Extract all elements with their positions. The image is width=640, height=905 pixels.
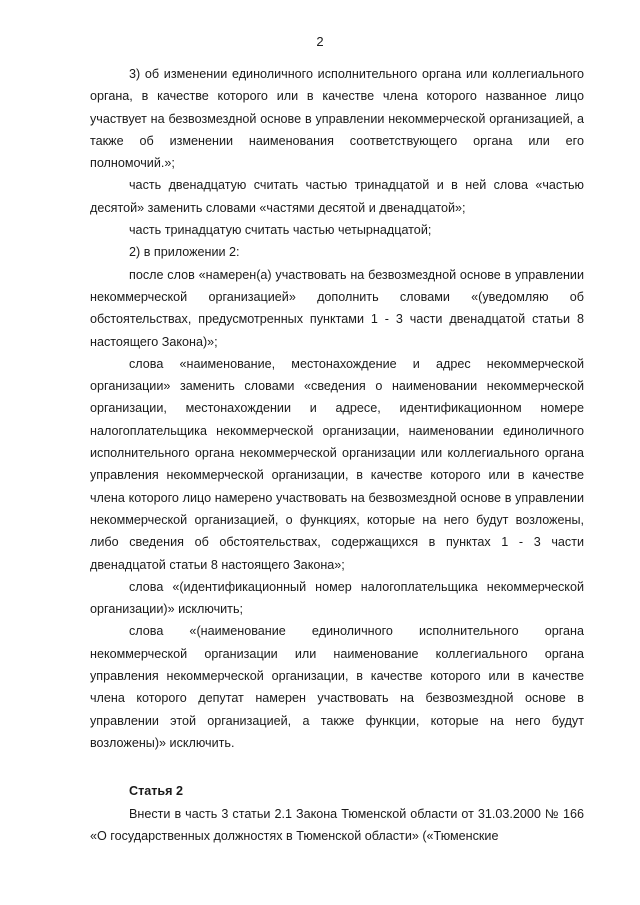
paragraph-part-thirteen: часть тринадцатую считать частью четырнадцатой; (129, 223, 432, 238)
paragraph-words-replace: слова «наименование, местонахождение и адрес некоммерческой организации» заменить словами «сведения о наименовании некоммерческой организации, местонахождении и адресе, идентификационном номере налогоплательщика некоммерческой организации, наименовании единоличного исполнительного органа некоммерческой организации или коллегиального органа управления некоммерческой организации, в качестве которого или в качестве члена которого лицо намерено участвовать на безвозмездной основе в управлении некоммерческой организацией, о функциях, которые на него будут возложены, либо сведения об обстоятельствах, содержащихся в пунктах 1 - 3 части двенадцатой статьи 8 настоящего Закона»; (90, 356, 584, 572)
article-title: Статья 2 (129, 784, 184, 799)
paragraph-words-exclude-inn: слова «(идентификационный номер налогоплательщика некоммерческой организации)» исключить; (90, 579, 584, 617)
page-number: 2 (316, 34, 324, 49)
paragraph-after-words: после слов «намерен(а) участвовать на безвозмездной основе в управлении некоммерческой организацией» дополнить словами «(уведомляю об обстоятельствах, предусмотренных пунктами 1 - 3 части двенадцатой статьи 8 настоящего Закона)»; (90, 267, 584, 349)
paragraph-item-3-change: 3) об изменении единоличного исполнительного органа или коллегиального органа, в качестве которого или в качестве члена которого названное лицо участвует на безвозмездной основе в управлении некоммерческой организацией, а также об изменении наименования соответствующего органа или его полномочий.»; (90, 67, 584, 171)
paragraph-words-exclude-organ: слова «(наименование единоличного исполнительного органа некоммерческой организации или наименование коллегиального органа управления некоммерческой организации, в качестве которого или в качестве члена которого депутат намерен участвовать на безвозмездной основе в управлении этой организацией, а также функции, которые на него будут возложены)» исключить. (90, 624, 584, 750)
article-text: Внести в часть 3 статьи 2.1 Закона Тюменской области от 31.03.2000 № 166 «О государственных должностях в Тюменской области» («Тюменские (90, 806, 584, 843)
paragraph-part-twelve: часть двенадцатую считать частью тринадцатой и в ней слова «частью десятой» заменить словами «частями десятой и двенадцатой»; (90, 178, 584, 215)
document-body (90, 63, 584, 847)
paragraph-appendix-2: 2) в приложении 2: (129, 245, 240, 260)
